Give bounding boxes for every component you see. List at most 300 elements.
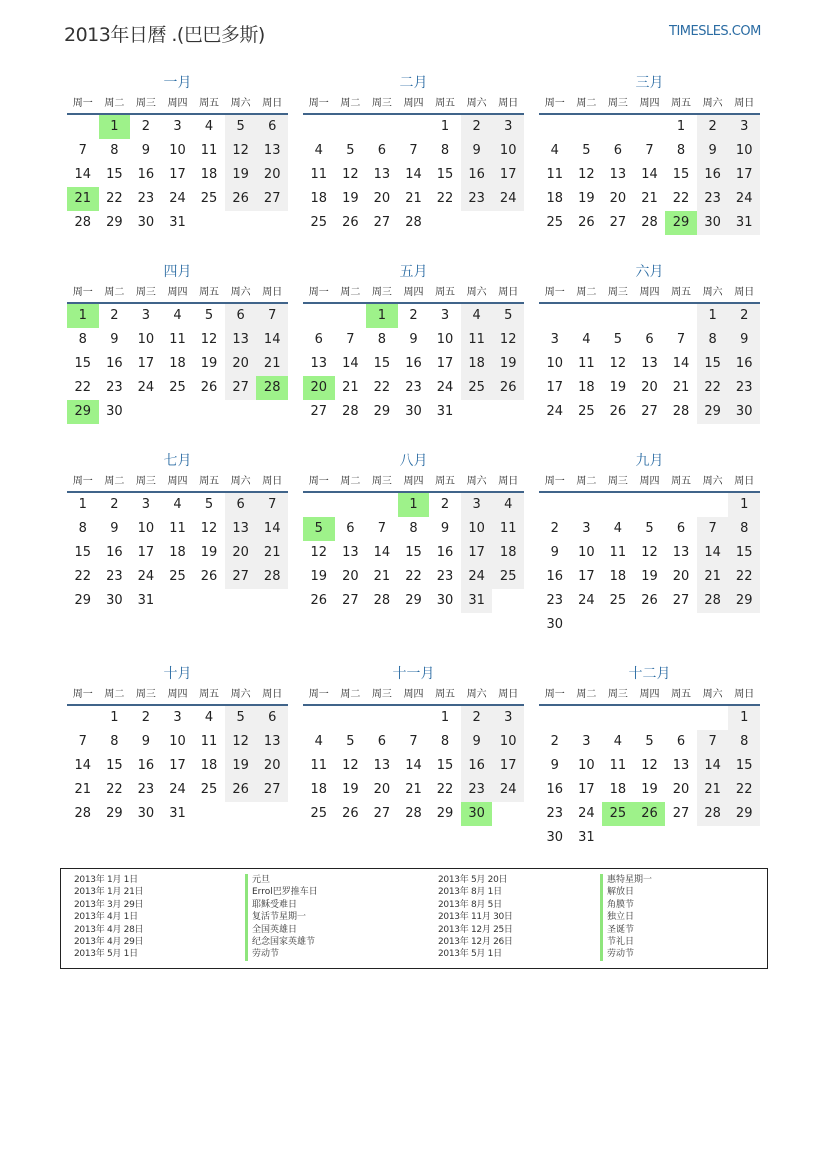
holiday-list	[60, 868, 768, 969]
day-cell: 22	[728, 565, 760, 589]
day-cell: 10	[436, 332, 454, 347]
day-cell: 14	[697, 541, 729, 565]
day-cell: 22	[672, 191, 690, 206]
empty-day-cell	[539, 706, 571, 730]
day-cell: 1	[110, 710, 119, 725]
site-link[interactable]: TIMESLES.COM	[669, 24, 761, 39]
weekday-label: 周二	[104, 689, 125, 700]
weekday-label: 周三	[371, 689, 392, 700]
holiday-day-cell: 1	[67, 304, 99, 328]
day-cell: 7	[697, 517, 729, 541]
holiday-entry: 2013年 5月 1日	[74, 949, 138, 960]
holiday-day-cell: 28	[256, 376, 288, 400]
day-cell: 18	[169, 545, 186, 560]
day-cell: 20	[609, 191, 627, 206]
month-name: 一月	[163, 75, 192, 91]
weekday-label: 周六	[702, 689, 723, 700]
day-cell: 18	[609, 569, 627, 584]
day-cell: 5	[204, 308, 214, 323]
day-cell: 12	[225, 139, 257, 163]
day-cell: 7	[78, 143, 87, 158]
day-cell: 28	[74, 215, 92, 230]
weekday-label: 周一	[544, 476, 565, 487]
day-cell: 28	[405, 215, 422, 230]
day-cell: 8	[110, 143, 119, 158]
day-cell: 2	[728, 304, 760, 328]
day-cell: 22	[74, 380, 92, 395]
day-cell: 13	[225, 517, 257, 541]
weekday-label: 周六	[702, 287, 723, 298]
day-cell: 16	[405, 356, 422, 371]
day-cell: 11	[310, 167, 328, 182]
day-cell: 21	[74, 782, 92, 797]
day-cell: 9	[141, 734, 151, 749]
day-cell: 17	[169, 167, 186, 182]
day-grid	[303, 304, 524, 424]
day-cell: 15	[106, 758, 123, 773]
day-grid	[67, 304, 288, 424]
day-cell: 26	[342, 806, 359, 821]
weekday-label: 周二	[340, 287, 361, 298]
day-cell: 21	[641, 191, 658, 206]
day-cell: 22	[436, 191, 454, 206]
day-cell: 4	[461, 304, 493, 328]
day-cell: 22	[697, 376, 729, 400]
day-cell: 23	[137, 191, 155, 206]
weekday-label: 周五	[435, 98, 456, 109]
day-cell: 11	[461, 328, 493, 352]
weekday-label: 周四	[639, 689, 660, 700]
day-cell: 3	[141, 308, 151, 323]
empty-day-cell	[602, 304, 634, 328]
day-grid	[303, 706, 524, 826]
day-cell: 27	[310, 404, 328, 419]
day-cell: 29	[728, 589, 760, 613]
day-cell: 7	[645, 143, 654, 158]
weekday-label: 周三	[607, 287, 628, 298]
weekday-label: 周三	[135, 689, 156, 700]
day-cell: 6	[676, 734, 686, 749]
holiday-entry: 全国英雄日	[245, 924, 318, 936]
day-cell: 3	[173, 710, 182, 725]
day-cell: 4	[314, 143, 323, 158]
day-cell: 23	[461, 187, 493, 211]
day-cell: 14	[74, 167, 92, 182]
month-name: 六月	[635, 264, 664, 280]
month-name: 十月	[163, 666, 192, 682]
weekday-header	[67, 94, 288, 115]
day-cell: 31	[728, 211, 760, 235]
weekday-label: 周日	[734, 689, 755, 700]
day-cell: 4	[613, 521, 623, 536]
weekday-label: 周五	[671, 476, 692, 487]
weekday-label: 周日	[498, 287, 519, 298]
day-cell: 10	[578, 545, 595, 560]
holiday-entry: 2013年 4月 28日	[74, 924, 144, 935]
day-cell: 24	[546, 404, 564, 419]
day-cell: 17	[169, 758, 186, 773]
day-cell: 10	[137, 332, 155, 347]
day-cell: 3	[582, 734, 591, 749]
day-cell: 7	[377, 521, 387, 536]
day-cell: 11	[578, 356, 595, 371]
day-cell: 13	[609, 167, 627, 182]
day-cell: 1	[697, 304, 729, 328]
day-cell: 15	[697, 352, 729, 376]
holiday-entry: 2013年 12月 25日	[438, 924, 513, 935]
holiday-entry: 2013年 8月 5日	[438, 899, 502, 910]
weekday-label: 周六	[466, 476, 487, 487]
month-calendar	[539, 261, 760, 424]
day-cell: 24	[169, 191, 186, 206]
weekday-label: 周四	[167, 98, 188, 109]
day-cell: 22	[106, 782, 123, 797]
holiday-names-right	[600, 874, 652, 961]
day-cell: 12	[578, 167, 595, 182]
weekday-label: 周三	[135, 476, 156, 487]
day-cell: 28	[405, 806, 422, 821]
day-cell: 5	[613, 332, 623, 347]
day-cell: 11	[200, 143, 218, 158]
day-cell: 16	[728, 352, 760, 376]
day-cell: 25	[578, 404, 595, 419]
weekday-label: 周一	[72, 98, 93, 109]
weekday-header	[539, 283, 760, 304]
empty-day-cell	[634, 304, 666, 328]
day-cell: 9	[440, 521, 450, 536]
weekday-label: 周日	[262, 476, 283, 487]
day-grid	[67, 115, 288, 235]
weekday-label: 周一	[308, 689, 329, 700]
day-cell: 14	[256, 328, 288, 352]
holiday-entry: 纪念国家英雄节	[245, 936, 318, 948]
empty-day-cell	[303, 493, 335, 517]
day-grid	[539, 706, 760, 850]
day-grid	[67, 493, 288, 613]
weekday-header	[303, 94, 524, 115]
day-cell: 4	[173, 308, 182, 323]
day-cell: 15	[728, 541, 760, 565]
weekday-label: 周二	[576, 476, 597, 487]
weekday-label: 周五	[435, 689, 456, 700]
day-cell: 26	[342, 215, 359, 230]
weekday-label: 周一	[544, 98, 565, 109]
weekday-label: 周四	[403, 689, 424, 700]
day-cell: 19	[225, 163, 257, 187]
day-cell: 3	[141, 497, 151, 512]
day-cell: 26	[641, 593, 658, 608]
day-cell: 5	[346, 143, 355, 158]
day-cell: 12	[641, 758, 658, 773]
day-cell: 13	[310, 356, 328, 371]
empty-day-cell	[665, 304, 697, 328]
day-cell: 31	[137, 593, 155, 608]
day-cell: 12	[342, 167, 359, 182]
month-calendar	[539, 450, 760, 637]
empty-day-cell	[303, 115, 335, 139]
day-cell: 30	[137, 806, 155, 821]
day-cell: 30	[106, 404, 123, 419]
month-calendar	[67, 261, 288, 424]
weekday-label: 周五	[671, 287, 692, 298]
day-cell: 23	[106, 569, 123, 584]
empty-day-cell	[571, 493, 603, 517]
empty-day-cell	[303, 706, 335, 730]
weekday-label: 周日	[734, 98, 755, 109]
weekday-header	[539, 472, 760, 493]
month-calendar	[303, 450, 524, 637]
day-cell: 3	[550, 332, 559, 347]
day-cell: 14	[405, 167, 422, 182]
day-cell: 24	[137, 569, 155, 584]
day-cell: 17	[436, 356, 454, 371]
day-cell: 5	[492, 304, 524, 328]
day-cell: 15	[373, 356, 391, 371]
day-cell: 1	[728, 493, 760, 517]
day-cell: 21	[697, 778, 729, 802]
day-cell: 16	[137, 167, 155, 182]
weekday-label: 周三	[371, 287, 392, 298]
weekday-label: 周三	[135, 287, 156, 298]
day-cell: 1	[676, 119, 686, 134]
day-cell: 19	[342, 782, 359, 797]
day-cell: 29	[106, 215, 123, 230]
day-cell: 22	[106, 191, 123, 206]
day-cell: 23	[546, 806, 564, 821]
day-cell: 4	[550, 143, 559, 158]
day-cell: 13	[373, 758, 391, 773]
day-cell: 10	[492, 139, 524, 163]
day-cell: 17	[578, 569, 595, 584]
day-cell: 6	[256, 115, 288, 139]
holiday-entry: 独立日	[600, 911, 652, 923]
day-cell: 30	[106, 593, 123, 608]
day-cell: 12	[492, 328, 524, 352]
weekday-label: 周五	[671, 689, 692, 700]
holiday-entry: 2013年 5月 20日	[438, 875, 508, 885]
day-cell: 11	[546, 167, 564, 182]
month-name: 七月	[163, 453, 192, 469]
day-cell: 8	[377, 332, 387, 347]
holiday-entry: 2013年 8月 1日	[438, 887, 502, 898]
month-name: 五月	[399, 264, 428, 280]
empty-day-cell	[602, 493, 634, 517]
empty-day-cell	[665, 493, 697, 517]
holiday-dates-right	[438, 874, 513, 961]
day-cell: 12	[225, 730, 257, 754]
day-cell: 17	[546, 380, 564, 395]
day-cell: 23	[461, 778, 493, 802]
day-cell: 20	[672, 569, 690, 584]
day-cell: 29	[373, 404, 391, 419]
day-cell: 10	[578, 758, 595, 773]
day-cell: 15	[405, 545, 422, 560]
empty-day-cell	[697, 706, 729, 730]
day-cell: 16	[546, 782, 564, 797]
day-cell: 23	[546, 593, 564, 608]
day-cell: 18	[310, 191, 328, 206]
day-cell: 15	[74, 545, 92, 560]
day-cell: 9	[110, 332, 119, 347]
weekday-label: 周日	[734, 287, 755, 298]
day-cell: 21	[405, 782, 422, 797]
day-cell: 27	[225, 376, 257, 400]
weekday-label: 周三	[371, 476, 392, 487]
day-cell: 2	[110, 497, 119, 512]
holiday-day-cell: 29	[67, 400, 99, 424]
day-grid	[67, 706, 288, 826]
weekday-label: 周六	[702, 476, 723, 487]
month-calendar	[303, 72, 524, 235]
day-cell: 5	[204, 497, 214, 512]
month-calendar	[67, 663, 288, 850]
day-cell: 7	[256, 304, 288, 328]
holiday-day-cell: 20	[303, 376, 335, 400]
day-cell: 13	[342, 545, 359, 560]
weekday-label: 周四	[167, 476, 188, 487]
day-cell: 22	[436, 782, 454, 797]
empty-day-cell	[366, 115, 398, 139]
day-cell: 21	[373, 569, 391, 584]
day-cell: 24	[461, 565, 493, 589]
day-cell: 24	[492, 778, 524, 802]
day-cell: 14	[672, 356, 690, 371]
weekday-label: 周日	[498, 689, 519, 700]
day-cell: 11	[200, 734, 218, 749]
day-cell: 13	[641, 356, 658, 371]
day-cell: 8	[78, 521, 87, 536]
holiday-day-cell: 1	[99, 115, 131, 139]
weekday-label: 周五	[199, 476, 220, 487]
holiday-entry: 圣诞节	[600, 924, 652, 936]
holiday-entry: 复活节星期一	[245, 911, 318, 923]
day-cell: 8	[697, 328, 729, 352]
month-calendar	[67, 450, 288, 637]
weekday-label: 周二	[576, 287, 597, 298]
holiday-entry: 元旦	[245, 874, 318, 886]
holiday-entry: 惠特星期一	[600, 874, 652, 886]
day-cell: 2	[141, 710, 151, 725]
day-grid	[539, 304, 760, 424]
empty-day-cell	[665, 706, 697, 730]
day-cell: 20	[672, 782, 690, 797]
holiday-day-cell: 5	[303, 517, 335, 541]
empty-day-cell	[67, 706, 99, 730]
day-cell: 20	[256, 163, 288, 187]
weekday-header	[539, 94, 760, 115]
day-cell: 22	[373, 380, 391, 395]
weekday-label: 周五	[435, 287, 456, 298]
empty-day-cell	[539, 304, 571, 328]
day-cell: 9	[728, 328, 760, 352]
holiday-entry: 2013年 4月 1日	[74, 912, 138, 923]
weekday-label: 周三	[135, 98, 156, 109]
day-cell: 2	[110, 308, 119, 323]
day-cell: 6	[645, 332, 654, 347]
day-cell: 19	[578, 191, 595, 206]
day-cell: 17	[492, 163, 524, 187]
day-cell: 29	[436, 806, 454, 821]
day-cell: 29	[697, 400, 729, 424]
day-cell: 10	[728, 139, 760, 163]
day-cell: 8	[440, 734, 450, 749]
day-cell: 27	[609, 215, 627, 230]
weekday-label: 周一	[308, 98, 329, 109]
empty-day-cell	[634, 493, 666, 517]
weekday-label: 周四	[639, 287, 660, 298]
day-cell: 10	[169, 143, 186, 158]
day-cell: 5	[225, 115, 257, 139]
day-cell: 27	[672, 806, 690, 821]
weekday-label: 周一	[72, 476, 93, 487]
day-cell: 20	[256, 754, 288, 778]
day-cell: 26	[609, 404, 627, 419]
weekday-label: 周五	[199, 98, 220, 109]
day-cell: 25	[200, 782, 218, 797]
day-cell: 9	[461, 139, 493, 163]
day-cell: 19	[200, 545, 218, 560]
weekday-label: 周六	[230, 476, 251, 487]
day-cell: 10	[461, 517, 493, 541]
holiday-entry: 2013年 1月 1日	[74, 875, 138, 885]
day-cell: 6	[613, 143, 623, 158]
day-cell: 21	[256, 352, 288, 376]
day-cell: 27	[342, 593, 359, 608]
day-cell: 30	[436, 593, 454, 608]
empty-day-cell	[697, 493, 729, 517]
holiday-entry: Errol巴罗推车日	[245, 886, 318, 898]
day-cell: 6	[377, 143, 387, 158]
day-cell: 19	[225, 754, 257, 778]
day-cell: 9	[141, 143, 151, 158]
day-cell: 19	[641, 569, 658, 584]
day-cell: 16	[461, 754, 493, 778]
day-cell: 31	[461, 589, 493, 613]
day-cell: 15	[436, 758, 454, 773]
day-cell: 20	[373, 191, 391, 206]
day-cell: 2	[550, 521, 559, 536]
holiday-entry: 2013年 3月 29日	[74, 899, 144, 910]
day-cell: 15	[672, 167, 690, 182]
day-cell: 8	[110, 734, 119, 749]
weekday-label: 周一	[308, 287, 329, 298]
empty-day-cell	[634, 115, 666, 139]
empty-day-cell	[303, 304, 335, 328]
day-cell: 6	[676, 521, 686, 536]
day-cell: 2	[461, 115, 493, 139]
holiday-names-left	[245, 874, 318, 961]
month-name: 八月	[399, 453, 428, 469]
day-cell: 3	[728, 115, 760, 139]
weekday-label: 周日	[498, 476, 519, 487]
day-cell: 31	[169, 806, 186, 821]
empty-day-cell	[335, 706, 367, 730]
day-cell: 10	[169, 734, 186, 749]
day-grid	[539, 115, 760, 235]
weekday-header	[67, 685, 288, 706]
day-cell: 18	[200, 758, 218, 773]
day-cell: 30	[697, 211, 729, 235]
day-cell: 16	[436, 545, 454, 560]
weekday-label: 周一	[72, 689, 93, 700]
day-cell: 31	[578, 830, 595, 845]
holiday-entry: 2013年 1月 21日	[74, 887, 144, 898]
month-calendar	[539, 663, 760, 850]
day-cell: 23	[436, 569, 454, 584]
day-cell: 24	[492, 187, 524, 211]
day-cell: 19	[342, 191, 359, 206]
day-cell: 12	[342, 758, 359, 773]
